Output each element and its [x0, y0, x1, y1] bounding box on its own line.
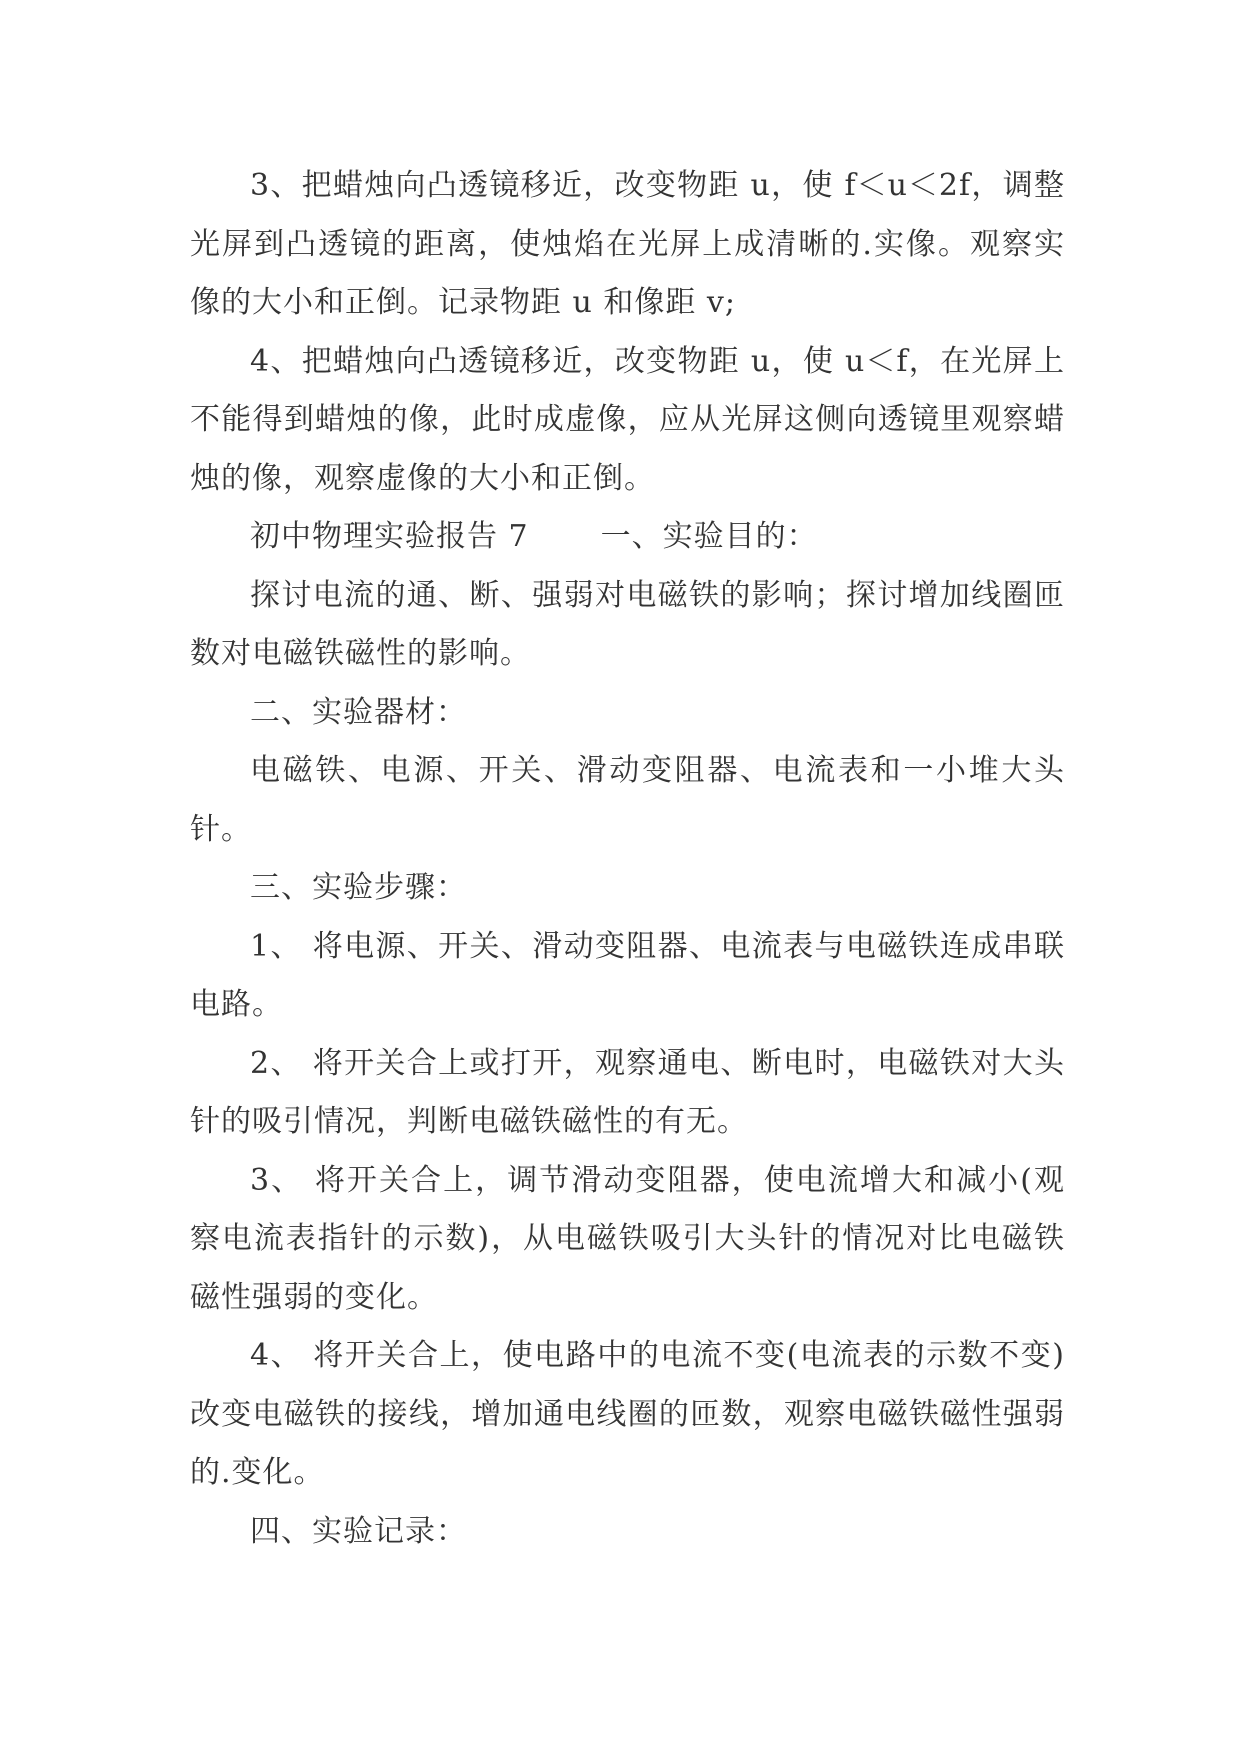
section-steps-heading: 三、实验步骤：: [250, 870, 467, 905]
section-purpose-heading: 一、实验目的：: [600, 519, 818, 554]
document-body: [190, 157, 1065, 1561]
section-equipment-heading: 二、实验器材：: [250, 694, 467, 730]
step-3-paragraph: 3、把蜡烛向凸透镜移近，改变物距 u，使 f＜u＜2f，调整光屏到凸透镜的距离，使烛焰在光屏上成清晰的.实像。观察实像的大小和正倒。记录物距 u 和像距 v;: [190, 168, 1065, 320]
report-heading-line: [190, 508, 1065, 567]
procedure-step-4: 4、 将开关合上，使电路中的电流不变(电流表的示数不变)改变电磁铁的接线，增加通电线圈的匝数，观察电磁铁磁性强弱的.变化。: [190, 1338, 1065, 1490]
step-4-paragraph: 4、把蜡烛向凸透镜移近，改变物距 u，使 u＜f，在光屏上不能得到蜡烛的像，此时成虚像，应从光屏这侧向透镜里观察蜡烛的像，观察虚像的大小和正倒。: [190, 343, 1065, 496]
purpose-paragraph: 探讨电流的通、断、强弱对电磁铁的影响；探讨增加线圈匝数对电磁铁磁性的影响。: [190, 577, 1065, 671]
equipment-paragraph: 电磁铁、电源、开关、滑动变阻器、电流表和一小堆大头针。: [190, 753, 1065, 847]
section-record-heading: 四、实验记录：: [250, 1513, 467, 1549]
procedure-step-1: 1、 将电源、开关、滑动变阻器、电流表与电磁铁连成串联电路。: [190, 928, 1065, 1022]
procedure-step-2: 2、 将开关合上或打开，观察通电、断电时，电磁铁对大头针的吸引情况，判断电磁铁磁性的有无。: [190, 1045, 1065, 1139]
procedure-step-3: 3、 将开关合上，调节滑动变阻器，使电流增大和减小(观察电流表指针的示数)，从电磁铁吸引大头针的情况对比电磁铁磁性强弱的变化。: [190, 1162, 1065, 1315]
report-title: 初中物理实验报告 7: [250, 519, 529, 554]
